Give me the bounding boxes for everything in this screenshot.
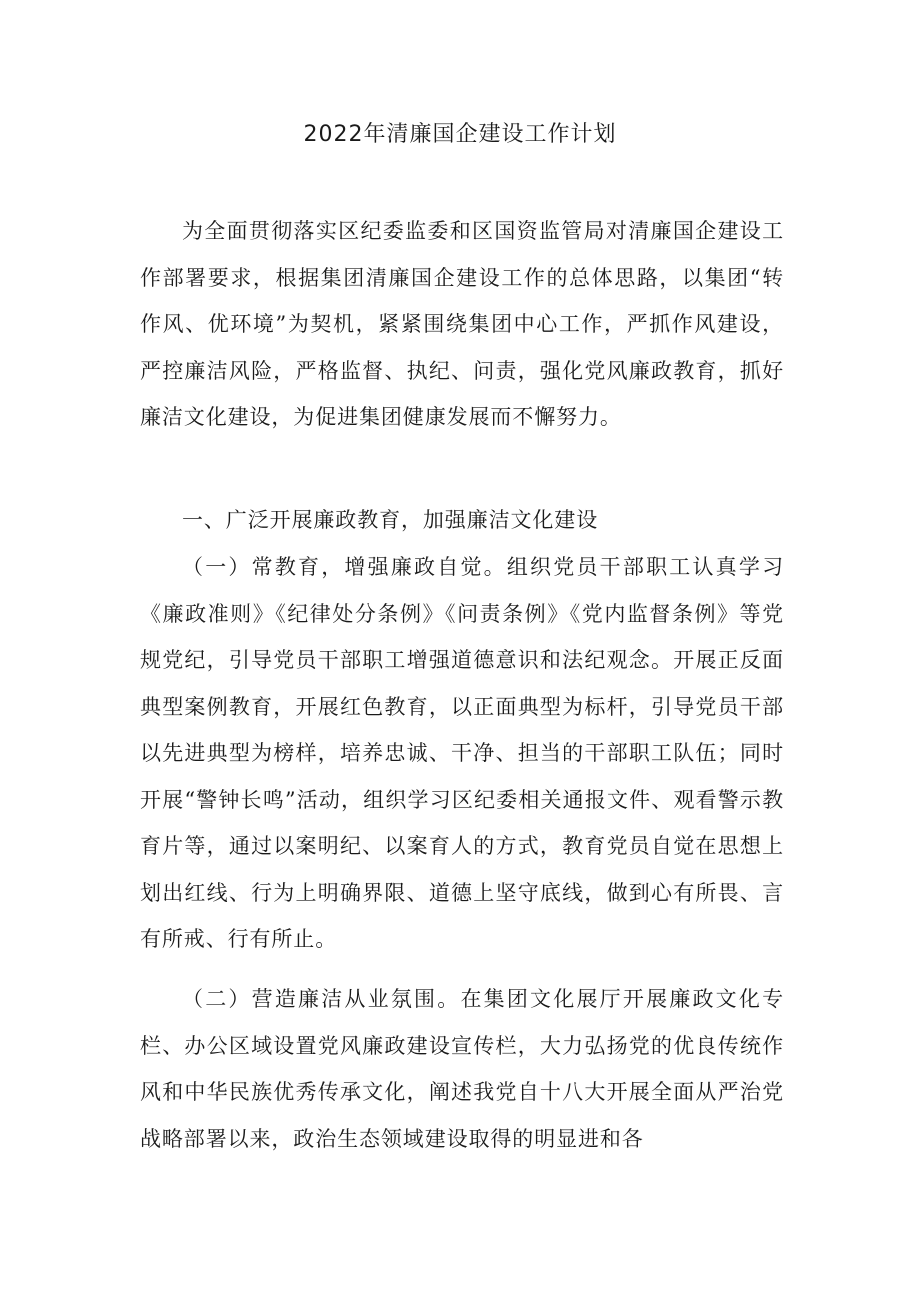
section-heading-1: 一、广泛开展廉政教育，加强廉洁文化建设 [182,508,599,532]
intro-paragraph: 为全面贯彻落实区纪委监委和区国资监管局对清廉国企建设工作部署要求，根据集团清廉国企建设工作的总体思路，以集团“转作风、优环境”为契机，紧紧围绕集团中心工作，严抓作风建设，严控廉洁风险，严格监督、执纪、问责，强化党风廉政教育，抓好廉洁文化建设，为促进集团健康发展而不懈努力。 [140,219,784,429]
document-title: 2022年清廉国企建设工作计划 [303,122,617,147]
subsection-paragraph-2: （二）营造廉洁从业氛围。在集团文化展厅开展廉政文化专栏、办公区域设置党风廉政建设宣传栏，大力弘扬党的优良传统作风和中华民族优秀传承文化，阐述我党自十八大开展全面从严治党战略部署以来，政治生态领域建设取得的明显进和各 [140,987,784,1151]
subsection-paragraph-1: （一）常教育，增强廉政自觉。组织党员干部职工认真学习《廉政准则》《纪律处分条例》《问责条例》《党内监督条例》等党规党纪，引导党员干部职工增强道德意识和法纪观念。开展正反面典型案例教育，开展红色教育，以正面典型为标杆，引导党员干部以先进典型为榜样，培养忠诚、干净、担当的干部职工队伍；同时开展“警钟长鸣”活动，组织学习区纪委相关通报文件、观看警示教育片等，通过以案明纪、以案育人的方式，教育党员自觉在思想上划出红线、行为上明确界限、道德上坚守底线，做到心有所畏、言有所戒、行有所止。 [140,555,784,951]
